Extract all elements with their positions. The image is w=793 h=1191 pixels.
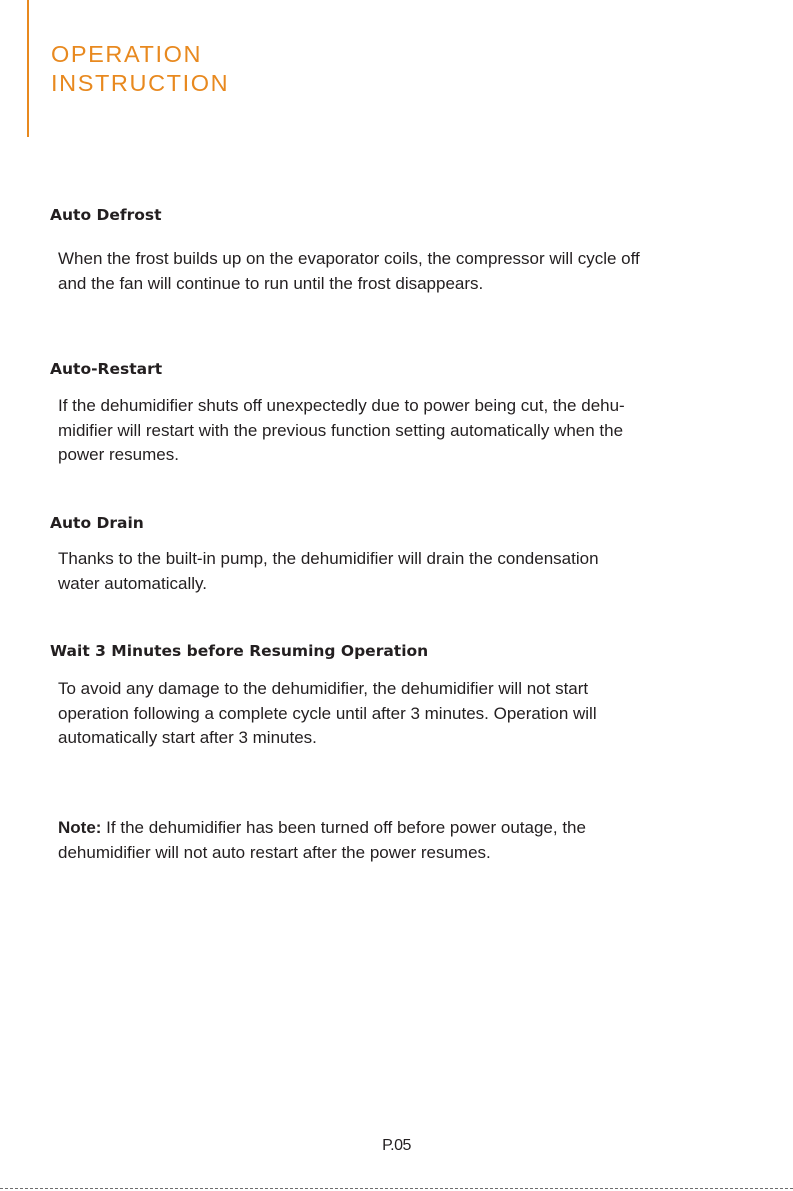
note-line-1 xyxy=(58,816,758,841)
header-accent-rule xyxy=(27,0,29,137)
section-heading-auto-restart: Auto-Restart xyxy=(50,360,163,378)
section-heading-wait-3-minutes: Wait 3 Minutes before Resuming Operation xyxy=(50,642,429,660)
body-line: To avoid any damage to the dehumidifier, the dehumidifier will not start xyxy=(58,679,589,698)
note-line-2: dehumidifier will not auto restart after the power resumes. xyxy=(58,842,491,862)
note-block xyxy=(58,816,758,865)
section-body-auto-drain xyxy=(58,547,758,596)
page-title-line-2: INSTRUCTION xyxy=(51,70,230,96)
body-line: automatically start after 3 minutes. xyxy=(58,728,317,747)
body-line: midifier will restart with the previous function setting automatically when the xyxy=(58,420,624,440)
note-text: If the dehumidifier has been turned off before power outage, the xyxy=(101,818,586,837)
body-line: If the dehumidifier shuts off unexpectedly due to power being cut, the dehu- xyxy=(58,396,625,415)
page-title-line-1: OPERATION xyxy=(51,41,203,67)
note-label: Note: xyxy=(58,818,102,837)
body-line: Thanks to the built-in pump, the dehumidifier will drain the condensation xyxy=(58,549,599,568)
section-body-auto-defrost xyxy=(58,247,758,296)
body-line: water automatically. xyxy=(58,573,207,593)
section-body-auto-restart xyxy=(58,394,758,468)
cut-line-divider xyxy=(0,1188,793,1189)
section-body-wait-3-minutes xyxy=(58,677,758,751)
page-title xyxy=(51,40,229,98)
body-line: and the fan will continue to run until the frost disappears. xyxy=(58,273,484,293)
body-line: power resumes. xyxy=(58,445,179,464)
body-line: operation following a complete cycle until after 3 minutes. Operation will xyxy=(58,703,597,723)
section-heading-auto-defrost: Auto Defrost xyxy=(50,206,162,224)
body-line: When the frost builds up on the evaporator coils, the compressor will cycle off xyxy=(58,249,640,268)
section-heading-auto-drain: Auto Drain xyxy=(50,514,144,532)
page-number: P.05 xyxy=(382,1137,411,1154)
